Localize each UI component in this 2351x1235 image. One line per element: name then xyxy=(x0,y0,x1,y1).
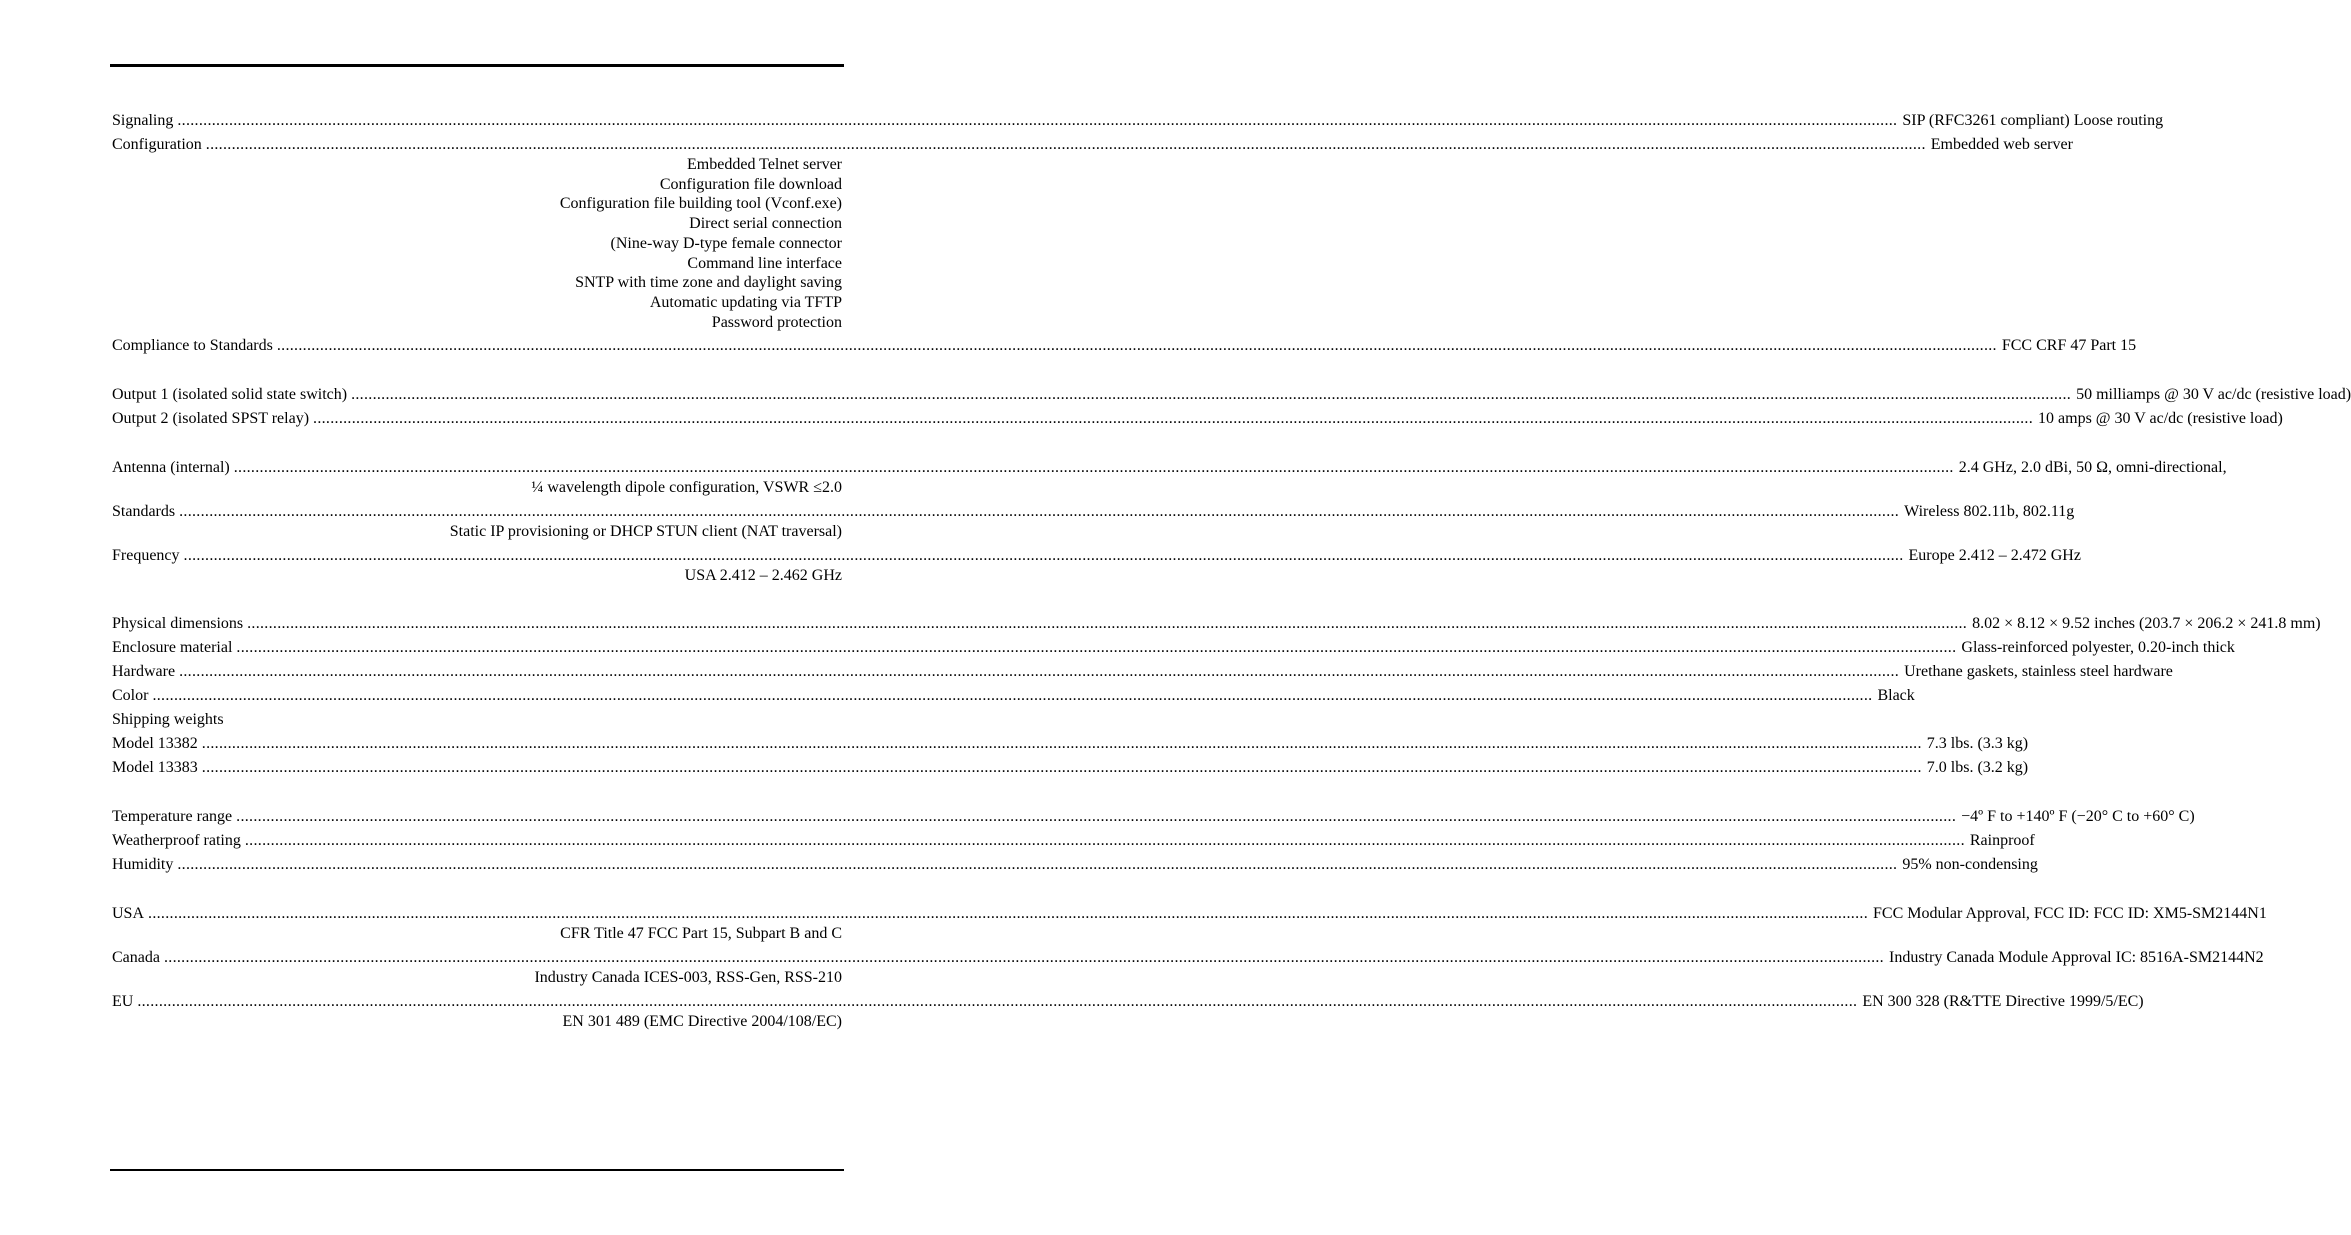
spec-value: 7.3 lbs. (3.3 kg) xyxy=(1926,735,2029,753)
dot-leader: ................................................................................................................................................................................................................................................................................................................................................................................................................ xyxy=(276,337,1997,355)
spec-label: Frequency xyxy=(112,546,180,564)
spec-value-continuation: (Nine-way D-type female connector xyxy=(610,234,842,252)
dot-leader: ................................................................................................................................................................................................................................................................................................................................................................................................................ xyxy=(236,808,1957,826)
spec-label: Physical dimensions xyxy=(112,615,244,633)
spec-entry-hardware xyxy=(112,662,2173,682)
spec-row xyxy=(112,992,2144,1012)
spec-label: Configuration xyxy=(112,136,202,153)
spec-value: 10 amps @ 30 V ac/dc (resistive load) xyxy=(2038,410,2283,428)
dot-leader: ................................................................................................................................................................................................................................................................................................................................................................................................................ xyxy=(177,856,1898,874)
spec-value-continuation: EN 301 489 (EMC Directive 2004/108/EC) xyxy=(562,1012,842,1030)
spec-label: Signaling xyxy=(112,112,174,129)
dot-leader: ................................................................................................................................................................................................................................................................................................................................................................................................................ xyxy=(313,410,2034,428)
spec-entry-antenna-internal xyxy=(112,458,2227,498)
spec-value-continuation: Password protection xyxy=(711,313,842,331)
spec-entry-standards xyxy=(112,502,2075,542)
dot-leader: ................................................................................................................................................................................................................................................................................................................................................................................................................ xyxy=(152,687,1873,705)
spec-entry-physical-dimensions xyxy=(112,614,2321,634)
spec-value-continuation: Configuration file building tool (Vconf.exe) xyxy=(559,195,842,213)
spec-row xyxy=(112,734,2029,754)
spec-row xyxy=(112,409,2283,429)
spec-row xyxy=(112,111,2164,131)
spec-value: SIP (RFC3261 compliant) Loose routing xyxy=(1902,112,2164,129)
dot-leader: ................................................................................................................................................................................................................................................................................................................................................................................................................ xyxy=(205,136,1926,153)
spec-label: Antenna (internal) xyxy=(112,459,230,477)
header-rule xyxy=(110,64,844,67)
spec-value-continuation: Industry Canada ICES-003, RSS-Gen, RSS-210 xyxy=(534,969,842,987)
spec-entry-output-2-isolated-spst-relay xyxy=(112,409,2283,429)
spec-value: 95% non-condensing xyxy=(1902,856,2038,874)
footer-rule xyxy=(110,1169,844,1171)
spec-entry-eu xyxy=(112,992,2144,1032)
dot-leader: ................................................................................................................................................................................................................................................................................................................................................................................................................ xyxy=(163,949,1884,967)
dot-leader: ................................................................................................................................................................................................................................................................................................................................................................................................................ xyxy=(351,386,2072,404)
section-gap xyxy=(112,782,842,807)
spec-row xyxy=(112,758,2029,778)
spec-row xyxy=(112,458,2227,478)
spec-value: Embedded web server xyxy=(1930,136,2073,153)
spec-entry-compliance-to-standards xyxy=(112,336,2137,356)
spec-row xyxy=(112,662,2173,682)
spec-row xyxy=(112,385,2351,405)
dot-leader: ................................................................................................................................................................................................................................................................................................................................................................................................................ xyxy=(137,992,1858,1010)
section-gap xyxy=(112,433,842,458)
section-gap xyxy=(112,879,842,904)
spec-entry-temperature-range xyxy=(112,807,2195,827)
dot-leader: ................................................................................................................................................................................................................................................................................................................................................................................................................ xyxy=(179,663,1900,681)
spec-value: 2.4 GHz, 2.0 dBi, 50 Ω, omni-directional, xyxy=(1958,459,2227,477)
spec-value: Urethane gaskets, stainless steel hardware xyxy=(1904,663,2173,681)
dot-leader: ................................................................................................................................................................................................................................................................................................................................................................................................................ xyxy=(236,639,1957,657)
spec-label: Weatherproof rating xyxy=(112,832,241,850)
spec-entry-model-13382 xyxy=(112,734,2029,754)
spec-entry-humidity xyxy=(112,855,2038,875)
spec-value-continuation: CFR Title 47 FCC Part 15, Subpart B and C xyxy=(560,925,842,943)
spec-row xyxy=(112,546,2081,566)
spec-value: 8.02 × 8.12 × 9.52 inches (203.7 × 206.2 × 241.8 mm) xyxy=(1972,615,2321,633)
spec-row xyxy=(112,855,2038,875)
spec-label: Hardware xyxy=(112,663,176,681)
dot-leader: ................................................................................................................................................................................................................................................................................................................................................................................................................ xyxy=(179,503,1900,521)
spec-value-continuation: Embedded Telnet server xyxy=(687,156,842,173)
spec-list xyxy=(112,111,2351,1036)
spec-label: Model 13383 xyxy=(112,759,198,777)
spec-value-continuation: Automatic updating via TFTP xyxy=(649,293,842,311)
spec-value-continuation: SNTP with time zone and daylight saving xyxy=(575,274,842,292)
spec-label: Standards xyxy=(112,503,176,521)
spec-label: Humidity xyxy=(112,856,174,874)
dot-leader: ................................................................................................................................................................................................................................................................................................................................................................................................................ xyxy=(233,459,1954,477)
spec-value: Glass-reinforced polyester, 0.20-inch thick xyxy=(1961,639,2235,657)
spec-entry-signaling xyxy=(112,111,2164,131)
spec-value: EN 300 328 (R&TTE Directive 1999/5/EC) xyxy=(1862,992,2144,1010)
spec-entry-weatherproof-rating xyxy=(112,831,2035,851)
spec-value-continuation: Static IP provisioning or DHCP STUN client (NAT traversal) xyxy=(449,523,842,541)
spec-label: Color xyxy=(112,687,149,705)
spec-entry-usa xyxy=(112,904,2267,944)
spec-value: Black xyxy=(1877,687,1915,705)
spec-label: EU xyxy=(112,992,134,1010)
spec-label: Canada xyxy=(112,949,160,967)
spec-row xyxy=(112,948,2264,968)
spec-value-continuation: Direct serial connection xyxy=(689,215,842,233)
dot-leader: ................................................................................................................................................................................................................................................................................................................................................................................................................ xyxy=(244,832,1965,850)
spec-entry-model-13383 xyxy=(112,758,2029,778)
spec-label: USA xyxy=(112,905,145,923)
spec-label: Output 2 (isolated SPST relay) xyxy=(112,410,310,428)
spec-subheading: Shipping weights xyxy=(112,711,224,729)
spec-value: FCC Modular Approval, FCC ID: FCC ID: XM5-SM2144N1 xyxy=(1873,905,2267,923)
spec-entry-output-1-isolated-solid-state-switch xyxy=(112,385,2351,405)
spec-value: −4º F to +140º F (−20° C to +60° C) xyxy=(1961,808,2195,826)
spec-label: Compliance to Standards xyxy=(112,337,273,355)
spec-entry-canada xyxy=(112,948,2264,988)
spec-value: Rainproof xyxy=(1969,832,2035,850)
dot-leader: ................................................................................................................................................................................................................................................................................................................................................................................................................ xyxy=(247,615,1968,633)
spec-row xyxy=(112,135,2073,155)
spec-value: Industry Canada Module Approval IC: 8516A-SM2144N2 xyxy=(1888,949,2264,967)
spec-row xyxy=(112,831,2035,851)
spec-label: Output 1 (isolated solid state switch) xyxy=(112,386,348,404)
spec-value: FCC CRF 47 Part 15 xyxy=(2001,337,2137,355)
spec-label: Temperature range xyxy=(112,808,233,826)
section-gap xyxy=(112,360,842,385)
spec-value-continuation: Configuration file download xyxy=(659,175,842,193)
spec-row xyxy=(112,614,2321,634)
spec-row xyxy=(112,686,1915,706)
spec-entry-configuration xyxy=(112,135,2073,332)
spec-entry-color xyxy=(112,686,1915,706)
spec-row xyxy=(112,502,2075,522)
dot-leader: ................................................................................................................................................................................................................................................................................................................................................................................................................ xyxy=(183,546,1904,564)
dot-leader: ................................................................................................................................................................................................................................................................................................................................................................................................................ xyxy=(201,735,1922,753)
spec-value: Europe 2.412 – 2.472 GHz xyxy=(1908,546,2081,564)
spec-value-continuation: Command line interface xyxy=(687,254,842,272)
spec-entry-enclosure-material xyxy=(112,638,2235,658)
spec-row xyxy=(112,638,2235,658)
spec-label: Model 13382 xyxy=(112,735,198,753)
spec-value: 50 milliamps @ 30 V ac/dc (resistive load) xyxy=(2076,386,2351,404)
spec-row xyxy=(112,336,2137,356)
spec-label: Enclosure material xyxy=(112,639,233,657)
spec-row xyxy=(112,904,2267,924)
spec-value: 7.0 lbs. (3.2 kg) xyxy=(1926,759,2029,777)
spec-value-continuation: USA 2.412 – 2.462 GHz xyxy=(684,566,842,584)
section-gap xyxy=(112,589,842,614)
spec-row xyxy=(112,807,2195,827)
spec-value-continuation: ¼ wavelength dipole configuration, VSWR ≤2.0 xyxy=(531,479,842,497)
spec-value: Wireless 802.11b, 802.11g xyxy=(1904,503,2075,521)
dot-leader: ................................................................................................................................................................................................................................................................................................................................................................................................................ xyxy=(177,112,1898,129)
spec-entry-frequency xyxy=(112,546,2081,586)
dot-leader: ................................................................................................................................................................................................................................................................................................................................................................................................................ xyxy=(201,759,1922,777)
dot-leader: ................................................................................................................................................................................................................................................................................................................................................................................................................ xyxy=(148,905,1869,923)
